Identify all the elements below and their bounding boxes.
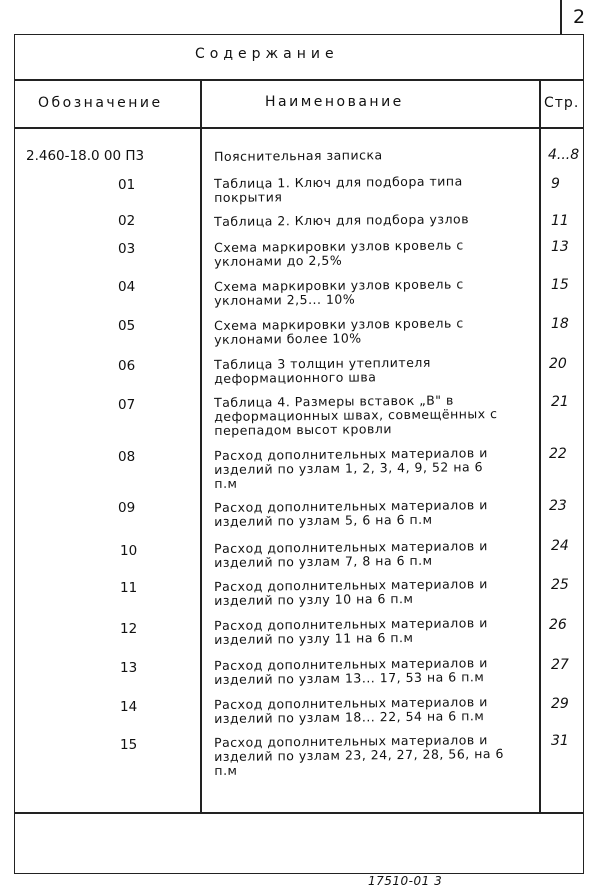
top-right-box-left: [560, 0, 562, 35]
row-page: 20: [549, 356, 567, 372]
page-number: 2: [573, 6, 586, 28]
row-description: Схема маркировки узлов кровель с уклонами 2,5... 10%: [213, 276, 464, 308]
document-title: Содержание: [195, 46, 339, 62]
row-page: 23: [549, 498, 567, 514]
row-page: 29: [551, 696, 569, 712]
row-code: 13: [120, 660, 138, 676]
row-page: 25: [551, 577, 569, 593]
row-code: 03: [118, 241, 136, 257]
row-page: 21: [551, 394, 569, 410]
row-code: 05: [118, 318, 136, 334]
row-page: 18: [551, 316, 569, 332]
row-description: Расход дополнительных материалов и изделий по узлам 23, 24, 27, 28, 56, на 6 п.м: [213, 732, 505, 778]
header-page: Стр.: [544, 95, 580, 111]
row-description: Расход дополнительных материалов и изделий по узлам 18... 22, 54 на 6 п.м: [213, 694, 488, 726]
row-description: Расход дополнительных материалов и изделий по узлу 11 на 6 п.м: [213, 615, 488, 647]
header-designation: Обозначение: [38, 95, 163, 111]
row-description: Таблица 2. Ключ для подбора узлов: [213, 211, 470, 229]
column-divider-2: [539, 80, 541, 812]
header-divider: [14, 127, 584, 129]
bottom-divider: [14, 812, 584, 814]
row-page: 11: [551, 213, 569, 229]
row-description: Расход дополнительных материалов и изделий по узлам 7, 8 на 6 п.м: [213, 538, 488, 570]
row-description: Расход дополнительных материалов и изделий по узлам 5, 6 на 6 п.м: [213, 497, 488, 529]
row-page: 22: [549, 446, 567, 462]
row-code: 06: [118, 358, 136, 374]
title-divider: [14, 79, 584, 81]
row-code: 10: [120, 543, 138, 559]
row-description: Пояснительная записка: [213, 147, 383, 164]
row-description: Расход дополнительных материалов и изделий по узлам 13... 17, 53 на 6 п.м: [213, 655, 488, 687]
row-page: 24: [551, 538, 569, 554]
row-code: 2.460-18.0 00 П3: [26, 148, 145, 164]
row-page: 13: [551, 239, 569, 255]
row-code: 12: [120, 621, 138, 637]
row-code: 04: [118, 279, 136, 295]
row-page: 15: [551, 277, 569, 293]
row-description: Схема маркировки узлов кровель с уклонами до 2,5%: [213, 237, 464, 269]
row-code: 02: [118, 213, 136, 229]
header-name: Наименование: [265, 94, 404, 110]
row-description: Таблица 1. Ключ для подбора типа покрытия: [213, 173, 463, 205]
row-description: Расход дополнительных материалов и изделий по узлу 10 на 6 п.м: [213, 576, 488, 608]
row-page: 27: [551, 657, 569, 673]
footer-stamp: 17510-01 3: [368, 874, 443, 888]
row-description: Таблица 4. Размеры вставок „В" в деформационных швах, совмещённых с перепадом высот кровли: [213, 392, 498, 438]
row-code: 07: [118, 397, 136, 413]
row-page: 26: [549, 617, 567, 633]
row-description: Таблица 3 толщин утеплителя деформационного шва: [213, 354, 431, 386]
column-divider-1: [200, 80, 202, 812]
row-page: 4...8: [548, 147, 580, 163]
row-code: 11: [120, 580, 138, 596]
row-page: 31: [551, 733, 569, 749]
row-page: 9: [551, 176, 560, 192]
row-description: Расход дополнительных материалов и изделий по узлам 1, 2, 3, 4, 9, 52 на 6 п.м: [213, 445, 488, 491]
row-code: 09: [118, 500, 136, 516]
row-description: Схема маркировки узлов кровель с уклонами более 10%: [213, 315, 464, 347]
row-code: 14: [120, 699, 138, 715]
row-code: 01: [118, 177, 136, 193]
row-code: 08: [118, 449, 136, 465]
row-code: 15: [120, 737, 138, 753]
